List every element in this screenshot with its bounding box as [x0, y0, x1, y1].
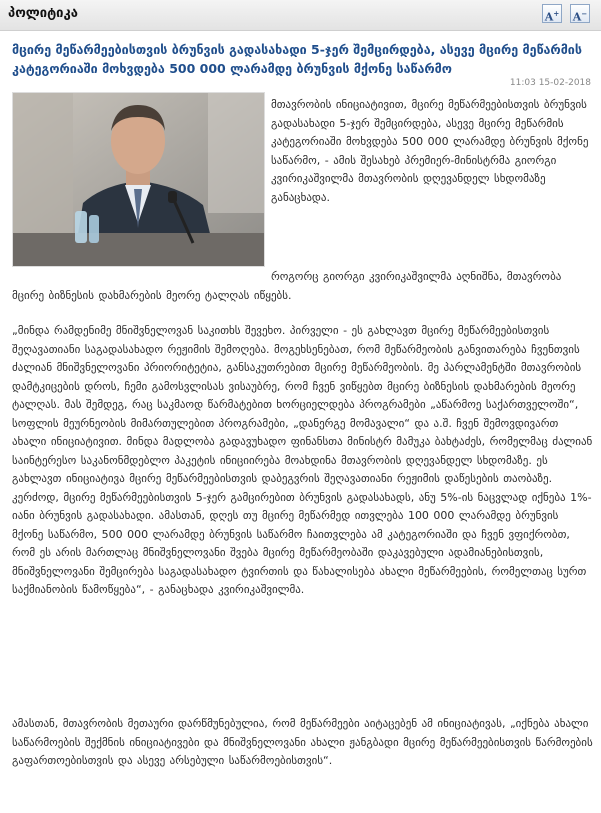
article-paragraph-3: „მინდა რამდენიმე მნიშვნელოვან საკითხს შევეხო. პირველი - ეს გახლავთ მცირე მეწარმეებისთვის შეღავათიანი საგადასახადო რეჟიმის შემოღება. მოგეხსენებათ, რომ მეწარმეობის განვითარება ჩვენთვის ძალიან მნიშვნელოვანი პრიორიტეტია, განსაკუთრებით მცირე მეწარმეობის. მე პარლამენტში მთავრობის დამტკიცების დროს, ჩემი გამოსვლისას ვისაუბრე, რომ ჩვენ ვიწყებთ მცირე ბიზნესის დახმარების მეორე ტალღას. მას შემდეგ, რაც საკმაოდ წარმატებით ხორციელდება პროგრამები „აწარმოე საქართველოში“, სოფლის მეურნეობის მიმართულებით პროგრამები, „დანერგე მომავალი“ და ა.შ. ჩვენ შემოვდივართ ახალი ინიციატივით. მინდა მადლობა გადავუხადო ფინანსთა მინისტრ მამუკა ბახტაძეს, რომელმაც ძალიან საინტერესო საკანონმდებლო პაკეტის ინიციირება მოახდინა მთავრობის დღევანდელ სხდომაზე. ეს გახლავთ ინიციატივა მცირე მეწარმეებისთვის დაბეგვრის შეღავათიანი რეჟიმის დაწესების თაობაზე. კერძოდ, მცირე მეწარმეებისთვის 5-ჯერ გამცირებით ბრუნვის გადასახადს, ანუ 5%-ის ნაცვლად იქნება 1%-იანი ბრუნვის გადასახადი. ამასთან, დღეს თუ მცირე მეწარმედ ითვლება 100 000 ლარამდე ბრუნვის მქონე საწარმო, 500 000 ლარამდე ბრუნვის საწარმო ჩაითვლება ამ კატეგორიაში და ჩვენ ვფიქრობთ, რომ ეს არის მართლაც მნიშვნელოვანი შვება მცირე მეწარმეობაში დაკავებული ადამიანებისთვის, მნიშვნელოვანი შემცირება საგადასახადო ტვირთის და წახალისება ახალი მეწარმეების, რომელთაც სურთ საქმიანობის წამოწყება“, - განაცხადა კვირიკაშვილმა. — [12, 324, 593, 596]
article-paragraph-4: ამასთან, მთავრობის მეთაური დარწმუნებულია, რომ მეწარმეები აიტაცებენ ამ ინიციატივას, „იქნება ახალი საწარმოების შექმნის ინიციატივები და მნიშვნელოვანი ახალი ჟანგბადი მცირე მეწარმეებისთვის წარმოების გაფართოებისთვის და ასევე არსებული საწარმოებისთვის“. — [12, 717, 593, 767]
photo-of-prime-minister-icon — [13, 93, 264, 266]
increase-font-label: A — [544, 10, 554, 24]
decrease-font-button[interactable] — [570, 4, 590, 23]
article-title: მცირე მეწარმეებისთვის ბრუნვის გადასახადი 5-ჯერ შემცირდება, ასევე მცირე მეწარმის კატეგორიაში მოხვდება 500 000 ლარამდე ბრუნვის მქონე საწარმო — [12, 42, 582, 76]
article-paragraph-1: მთავრობის ინიციატივით, მცირე მეწარმეებისთვის ბრუნვის გადასახადი 5-ჯერ შემცირდება, ასევე მცირე მეწარმის კატეგორიაში მოხვდება 500 000 ლარამდე ბრუნვის მქონე საწარმო, - ამის შესახებ პრემიერ-მინისტრმა გიორგი კვირიკაშვილმა მთავრობის დღევანდელ სხდომაზე განაცხადა. — [271, 98, 589, 204]
article-paragraph-2: როგორც გიორგი კვირიკაშვილმა აღნიშნა, მთავრობა მცირე ბიზნესის დახმარების მეორე ტალღას იწყებს. — [12, 270, 562, 302]
article-photo — [12, 92, 265, 267]
section-label: პოლიტიკა — [8, 6, 78, 21]
plus-icon: + — [553, 9, 560, 18]
section-header — [0, 0, 601, 31]
minus-icon: − — [581, 9, 588, 18]
increase-font-button[interactable] — [542, 4, 562, 23]
article-timestamp: 11:03 15-02-2018 — [509, 78, 591, 88]
decrease-font-label: A — [572, 10, 582, 24]
